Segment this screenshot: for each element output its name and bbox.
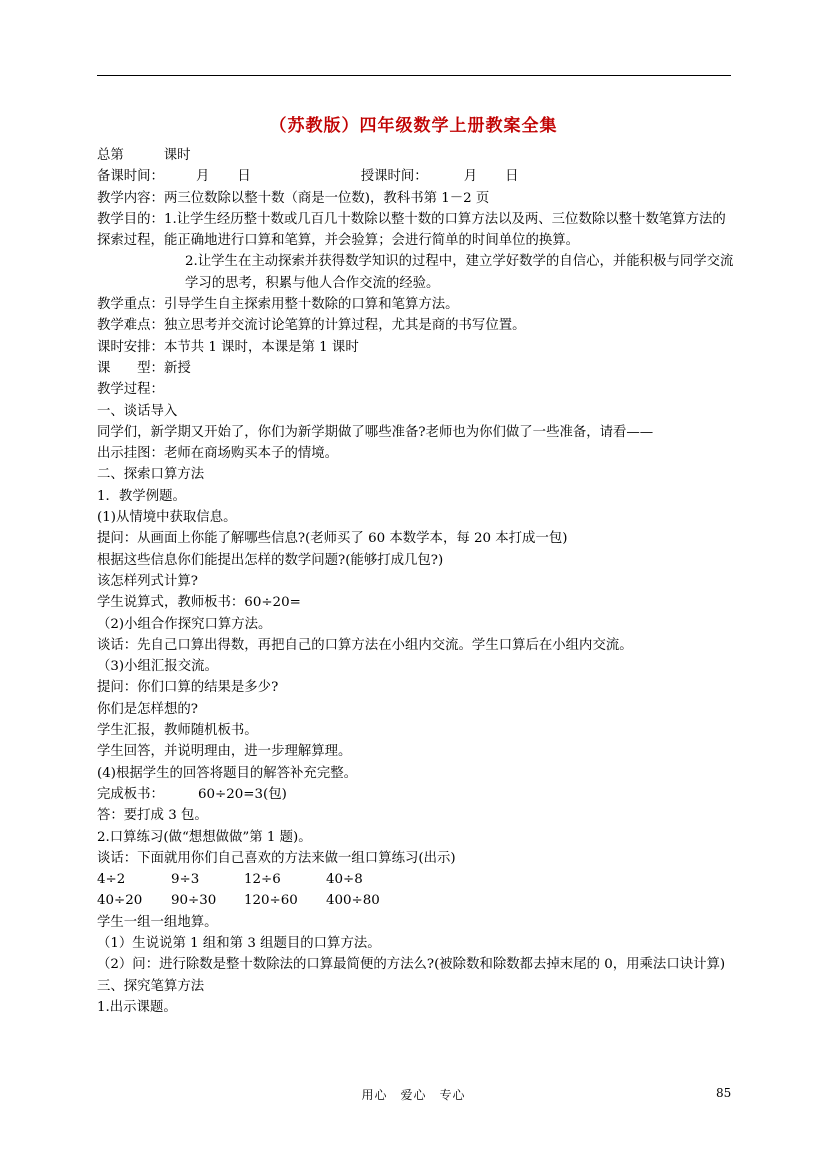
total-lesson-line bbox=[97, 145, 737, 166]
paragraph: 2.口算练习(做“想想做做”第 1 题)。 bbox=[97, 829, 312, 845]
lesson-type: 课 型：新授 bbox=[97, 360, 191, 376]
teaching-goal-2: 2.让学生在主动探索并获得数学知识的过程中，建立学好数学的自信心，并能积极与同学交流学习的思考，积累与他人合作交流的经验。 bbox=[185, 254, 734, 291]
header-rule bbox=[97, 75, 731, 76]
paragraph: （1）生说说第 1 组和第 3 组题目的口算方法。 bbox=[97, 935, 381, 951]
calc-item: 40÷8 bbox=[326, 872, 363, 888]
teach-day: 日 bbox=[505, 169, 519, 185]
teaching-process-heading: 教学过程： bbox=[97, 382, 164, 398]
board-writing-line bbox=[97, 784, 737, 805]
prep-time-label: 备课时间： bbox=[97, 169, 164, 185]
teaching-focus: 教学重点：引导学生自主探索用整十数除的口算和笔算方法。 bbox=[97, 297, 459, 313]
calc-item: 9÷3 bbox=[171, 872, 200, 888]
paragraph: （2）问：进行除数是整十数除法的口算最简便的方法么?(被除数和除数都去掉末尾的 0，用乘法口诀计算) bbox=[97, 957, 726, 973]
teach-time-label: 授课时间： bbox=[360, 169, 428, 185]
calc-item: 400÷80 bbox=[326, 893, 380, 909]
paragraph: (4)根据学生的回答将题目的解答补充完整。 bbox=[97, 765, 357, 781]
paragraph: 学生回答，并说明理由，进一步理解算理。 bbox=[97, 744, 352, 760]
board-writing-label: 完成板书： bbox=[97, 786, 164, 802]
paragraph: 你们是怎样想的? bbox=[97, 701, 198, 717]
calc-item: 4÷2 bbox=[97, 872, 126, 888]
paragraph: 谈话：先自己口算出得数，再把自己的口算方法在小组内交流。学生口算后在小组内交流。 bbox=[97, 637, 633, 653]
board-equation: 60÷20=3(包) bbox=[197, 786, 287, 802]
paragraph: 提问：你们口算的结果是多少? bbox=[97, 680, 279, 696]
total-label: 总第 bbox=[97, 148, 124, 163]
paragraph: 学生汇报，教师随机板书。 bbox=[97, 723, 258, 739]
paragraph: 学生一组一组地算。 bbox=[97, 914, 218, 930]
prep-month: 月 bbox=[195, 169, 210, 185]
calc-item: 90÷30 bbox=[171, 893, 217, 909]
paragraph: (1)从情境中获取信息。 bbox=[97, 510, 237, 526]
teaching-difficulty: 教学难点：独立思考并交流讨论笔算的计算过程，尤其是商的书写位置。 bbox=[97, 318, 526, 334]
document-body bbox=[97, 145, 737, 1018]
paragraph: 1．教学例题。 bbox=[97, 488, 186, 504]
paragraph: （3)小组汇报交流。 bbox=[97, 659, 218, 675]
paragraph: 根据这些信息你们能提出怎样的数学问题?(能够打成几包?) bbox=[97, 552, 444, 568]
paragraph: 同学们，新学期又开始了，你们为新学期做了哪些准备?老师也为你们做了一些准备，请看—— bbox=[97, 424, 654, 440]
document-title: （苏教版）四年级数学上册教案全集 bbox=[269, 116, 558, 136]
calc-item: 12÷6 bbox=[244, 872, 281, 888]
teaching-goal-1: 教学目的：1.让学生经历整十数或几百几十数除以整十数的口算方法以及两、三位数除以整十数笔算方法的探索过程，能正确地进行口算和笔算，并会验算；会进行简单的时间单位的换算。 bbox=[97, 211, 726, 249]
teach-month: 月 bbox=[463, 169, 478, 185]
paragraph: 答：要打成 3 包。 bbox=[97, 808, 208, 824]
paragraph: 1.出示课题。 bbox=[97, 999, 177, 1015]
section-heading: 一、谈话导入 bbox=[97, 403, 178, 419]
teaching-content: 教学内容：两三位数除以整十数（商是一位数)，教科书第 1－2 页 bbox=[97, 190, 490, 206]
lesson-arrangement: 课时安排：本节共 1 课时，本课是第 1 课时 bbox=[97, 339, 359, 355]
paragraph: 该怎样列式计算? bbox=[97, 573, 198, 589]
calc-item: 120÷60 bbox=[244, 893, 298, 909]
prep-day: 日 bbox=[237, 169, 251, 185]
schedule-line bbox=[97, 166, 737, 187]
paragraph: 提问：从画面上你能了解哪些信息?(老师买了 60 本数学本，每 20 本打成一包) bbox=[97, 531, 568, 547]
lesson-label: 课时 bbox=[163, 148, 191, 163]
calc-row-2 bbox=[97, 890, 737, 911]
section-heading: 三、探究笔算方法 bbox=[97, 978, 205, 994]
paragraph: 出示挂图：老师在商场购买本子的情境。 bbox=[97, 446, 339, 462]
section-heading: 二、探索口算方法 bbox=[97, 467, 205, 483]
footer-motto: 用心 爱心 专心 bbox=[361, 1088, 466, 1102]
paragraph: （2)小组合作探究口算方法。 bbox=[97, 616, 272, 632]
paragraph: 谈话：下面就用你们自己喜欢的方法来做一组口算练习(出示) bbox=[97, 850, 456, 866]
page-number: 85 bbox=[716, 1086, 732, 1100]
calc-row-1 bbox=[97, 869, 737, 890]
calc-item: 40÷20 bbox=[97, 893, 143, 909]
paragraph: 学生说算式，教师板书：60÷20= bbox=[97, 595, 301, 611]
